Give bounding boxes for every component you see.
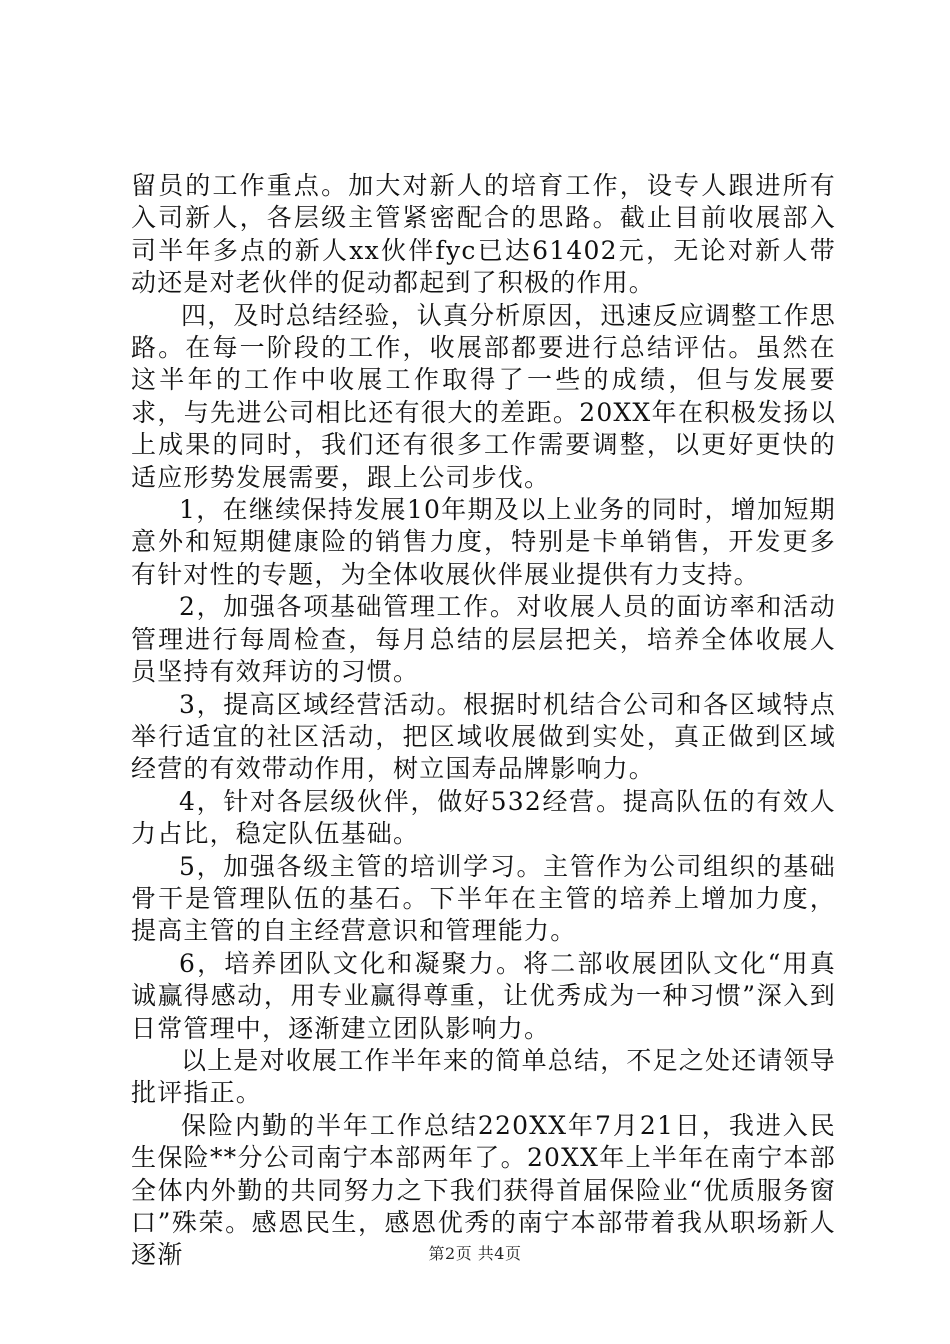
paragraph-item-4: 4，针对各层级伙伴，做好532经营。提高队伍的有效人力占比，稳定队伍基础。 [131, 786, 836, 849]
paragraph-new-summary: 保险内勤的半年工作总结220XX年7月21日，我进入民生保险**分公司南宁本部两年了。20XX年上半年在南宁本部全体内外勤的共同努力之下我们获得首届保险业“优质服务窗口”殊荣。感恩民生，感恩优秀的南宁本部带着我从职场新人逐渐 [131, 1110, 836, 1270]
page-number-footer: 第2页 共4页 [428, 1244, 522, 1263]
document-body [131, 170, 836, 1272]
paragraph-item-6: 6，培养团队文化和凝聚力。将二部收展团队文化“用真诚赢得感动，用专业赢得尊重，让优秀成为一种习惯”深入到日常管理中，逐渐建立团队影响力。 [131, 948, 836, 1043]
paragraph-item-5: 5，加强各级主管的培训学习。主管作为公司组织的基础骨干是管理队伍的基石。下半年在主管的培养上增加力度，提高主管的自主经营意识和管理能力。 [131, 851, 836, 946]
paragraph-item-1: 1，在继续保持发展10年期及以上业务的同时，增加短期意外和短期健康险的销售力度，特别是卡单销售，开发更多有针对性的专题，为全体收展伙伴展业提供有力支持。 [131, 495, 836, 589]
paragraph-item-2: 2，加强各项基础管理工作。对收展人员的面访率和活动管理进行每周检查，每月总结的层层把关，培养全体收展人员坚持有效拜访的习惯。 [131, 592, 836, 687]
paragraph-section-four: 四，及时总结经验，认真分析原因，迅速反应调整工作思路。在每一阶段的工作，收展部都要进行总结评估。虽然在这半年的工作中收展工作取得了一些的成绩，但与发展要求，与先进公司相比还有很大的差距。20XX年在积极发扬以上成果的同时，我们还有很多工作需要调整，以更好更快的适应形势发展需要，跟上公司步伐。 [131, 300, 837, 492]
paragraph-closing: 以上是对收展工作半年来的简单总结，不足之处还请领导批评指正。 [131, 1045, 837, 1108]
paragraph-item-3: 3，提高区域经营活动。根据时机结合公司和各区域特点举行适宜的社区活动，把区域收展做到实处，真正做到区域经营的有效带动作用，树立国寿品牌影响力。 [131, 689, 836, 784]
paragraph-continuation: 留员的工作重点。加大对新人的培育工作，设专人跟进所有入司新人，各层级主管紧密配合的思路。截止目前收展部入司半年多点的新人xx伙伴fyc已达61402元，无论对新人带动还是对老伙伴的促动都起到了积极的作用。 [131, 171, 836, 298]
